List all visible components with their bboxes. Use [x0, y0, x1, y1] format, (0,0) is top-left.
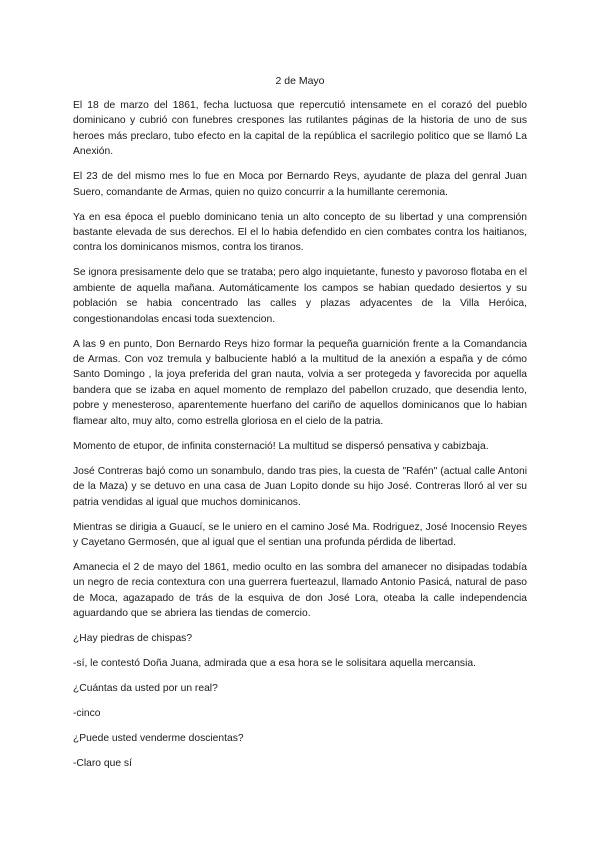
document-title: 2 de Mayo	[275, 75, 325, 87]
dialogue-line: -Claro que sí	[73, 758, 132, 770]
paragraph: El 18 de marzo del 1861, fecha luctuosa que repercutió intensamete en el corazó del pueblo dominicano y cubrió con funebres crespones las rutilantes páginas de la historia de uno de sus heroes más preclaro, tubo efecto en la capital de la república el sacrilegio politico que se llamó La Anexión.	[73, 100, 527, 158]
dialogue-line: ¿Hay piedras de chispas?	[73, 633, 193, 645]
paragraph: A las 9 en punto, Don Bernardo Reys hizo formar la pequeña guarnición frente a la Comandancia de Armas. Con voz tremula y balbuciente habló a la multitud de la anexión a españa y de cómo Santo Domingo , la joya preferida del gran nauta, volvia a ser protegeda y favorecida por aquella bandera que se izaba en aquel momento de remplazo del pabellon cruzado, que desendia lento, pobre y menesteroso, aparentemente huerfano del cariño de aquellos dominicanos que lo habian flamear alto, muy alto, como estrella gloriosa en el cielo de la patria.	[73, 338, 527, 427]
paragraph: El 23 de del mismo mes lo fue en Moca por Bernardo Reys, ayudante de plaza del genral Juan Suero, comandante de Armas, quien no quizo concurrir a la humillante ceremonia.	[73, 171, 527, 198]
paragraph: Ya en esa época el pueblo dominicano tenia un alto concepto de su libertad y una comprensión bastante elevada de sus derechos. El el lo habia defendido en cien combates contra los haitianos, contra los dominicanos mismos, contra los tiranos.	[73, 211, 527, 254]
paragraph: Momento de etupor, de infinita consternació! La multitud se dispersó pensativa y cabizbaja.	[73, 440, 489, 452]
dialogue-line: -sí, le contestó Doña Juana, admirada que a esa hora se le solisitara aquella mercansia.	[73, 658, 476, 670]
dialogue-line: ¿Cuántas da usted por un real?	[73, 683, 218, 695]
paragraph: Amanecia el 2 de mayo del 1861, medio oculto en las sombra del amanecer no disipadas todabía un negro de recia contextura con una guerrera fuerteazul, llamado Antonio Pasicá, natural de paso de Moca, agazapado de trás de la esquiva de don José Lora, oteaba la calle independencia aguardando que se abriera las tiendas de comercio.	[73, 561, 527, 620]
paragraph: Se ignora presisamente delo que se trataba; pero algo inquietante, funesto y pavoroso flotaba en el ambiente de aquella mañana. Automáticamente los campos se habian quedado desiertos y su población se habia concentrado las calles y plazas adyacentes de la Villa Heróica, congestionandolas encasi toda suextencion.	[73, 267, 527, 325]
paragraph: Mientras se dirigia a Guaucí, se le uniero en el camino José Ma. Rodriguez, José Inocensio Reyes y Cayetano Germosén, que al igual que el sentian una profunda pérdida de libertad.	[73, 521, 527, 548]
dialogue-line: ¿Puede usted venderme doscientas?	[73, 733, 244, 745]
dialogue-line: -cinco	[73, 708, 101, 720]
paragraph: José Contreras bajó como un sonambulo, dando tras pies, la cuesta de "Rafén" (actual calle Antoni de la Maza) y se detuvo en una casa de Juan Lopito donde su hijo José. Contreras lloró al ver su patria vendidas al igual que muchos dominicanos.	[73, 465, 527, 508]
document-body	[73, 98, 527, 781]
